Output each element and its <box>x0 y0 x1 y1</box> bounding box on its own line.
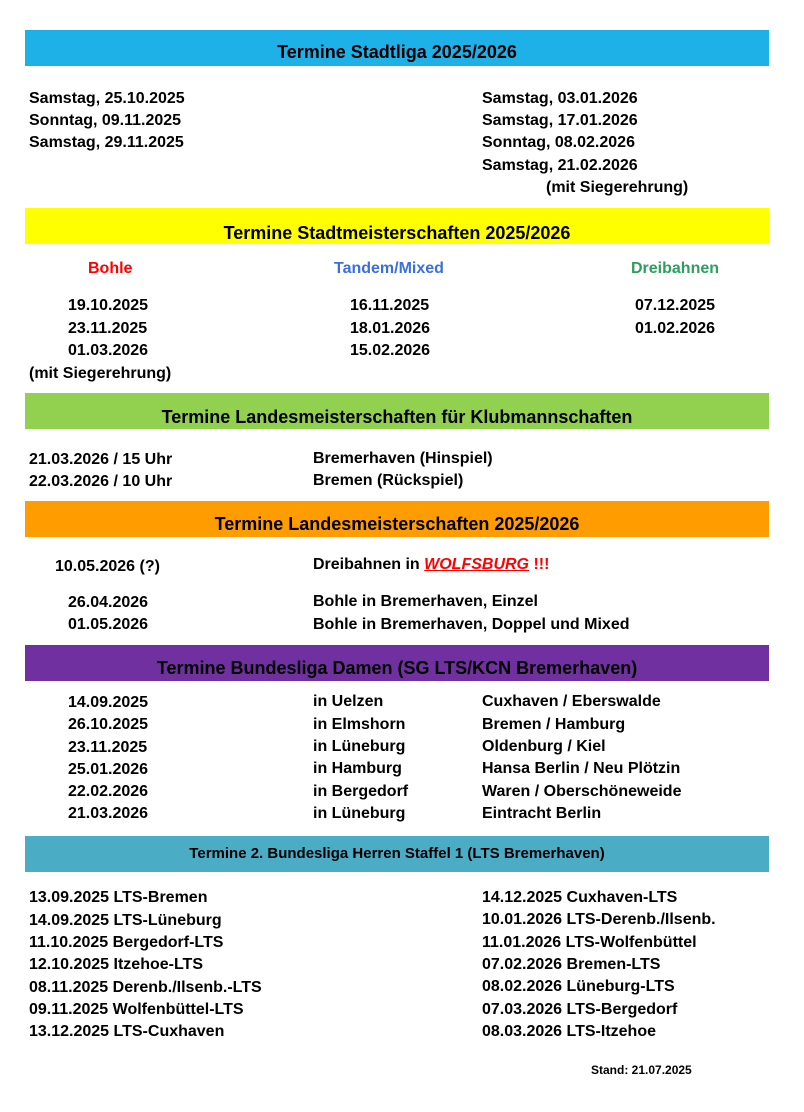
stadtliga-left-0: Samstag, 25.10.2025 <box>29 90 185 107</box>
stadtliga-right-3: Samstag, 21.02.2026 <box>482 157 638 174</box>
bohle-label: Bohle <box>88 260 133 277</box>
damen-teams-3: Hansa Berlin / Neu Plötzin <box>482 760 681 777</box>
bohle-note: (mit Siegerehrung) <box>29 365 172 382</box>
damen-teams-5: Eintracht Berlin <box>482 805 602 822</box>
landes-first-date: 10.05.2026 (?) <box>55 558 160 575</box>
landes-text-1: Bohle in Bremerhaven, Doppel und Mixed <box>313 616 630 633</box>
damen-teams-4: Waren / Oberschöneweide <box>482 783 682 800</box>
landes-text-0: Bohle in Bremerhaven, Einzel <box>313 593 538 610</box>
damen-teams-0: Cuxhaven / Eberswalde <box>482 693 661 710</box>
damen-teams-1: Bremen / Hamburg <box>482 716 626 733</box>
herren-right-4: 08.02.2026 Lüneburg-LTS <box>482 978 675 995</box>
herren-right-2: 11.01.2026 LTS-Wolfenbüttel <box>482 934 697 951</box>
bohle-date-0: 19.10.2025 <box>68 297 149 314</box>
dreibahnen-date-0: 07.12.2025 <box>635 297 716 314</box>
stadtliga-note: (mit Siegerehrung) <box>546 179 689 196</box>
herren-left-4: 08.11.2025 Derenb./Ilsenb.-LTS <box>29 979 262 996</box>
landes-date-1: 01.05.2026 <box>68 616 149 633</box>
stadtliga-header <box>25 30 769 66</box>
damen-place-4: in Bergedorf <box>313 783 409 800</box>
damen-place-0: in Uelzen <box>313 693 384 710</box>
klub-header <box>25 393 769 429</box>
damen-place-3: in Hamburg <box>313 760 402 777</box>
damen-teams-2: Oldenburg / Kiel <box>482 738 606 755</box>
damen-header <box>25 645 769 681</box>
herren-right-0: 14.12.2025 Cuxhaven-LTS <box>482 889 678 906</box>
tandem-date-1: 18.01.2026 <box>350 320 431 337</box>
stand-date: Stand: 21.07.2025 <box>591 1063 692 1077</box>
stadtmeister-header <box>25 208 769 244</box>
damen-date-0: 14.09.2025 <box>68 694 149 711</box>
stadtliga-left-1: Sonntag, 09.11.2025 <box>29 112 182 129</box>
dreibahnen-date-1: 01.02.2026 <box>635 320 716 337</box>
damen-title: Termine Bundesliga Damen (SG LTS/KCN Bremerhaven) <box>156 658 638 678</box>
landes-first-text <box>313 554 549 576</box>
stadtliga-right-2: Sonntag, 08.02.2026 <box>482 134 635 151</box>
klub-date-1: 22.03.2026 / 10 Uhr <box>29 473 173 490</box>
klub-date-0: 21.03.2026 / 15 Uhr <box>29 451 173 468</box>
landes-header <box>25 501 769 537</box>
tandem-date-2: 15.02.2026 <box>350 342 431 359</box>
landes-title: Termine Landesmeisterschaften 2025/2026 <box>214 514 580 534</box>
damen-date-4: 22.02.2026 <box>68 783 149 800</box>
herren-left-1: 14.09.2025 LTS-Lüneburg <box>29 912 222 929</box>
dreibahnen-label: Dreibahnen <box>631 260 720 277</box>
bohle-date-2: 01.03.2026 <box>68 342 149 359</box>
herren-right-3: 07.02.2026 Bremen-LTS <box>482 956 661 973</box>
damen-place-2: in Lüneburg <box>313 738 406 755</box>
stadtliga-title: Termine Stadtliga 2025/2026 <box>277 42 517 62</box>
herren-left-6: 13.12.2025 LTS-Cuxhaven <box>29 1023 225 1040</box>
klub-title: Termine Landesmeisterschaften für Klubmannschaften <box>161 407 633 427</box>
klub-place-0: Bremerhaven (Hinspiel) <box>313 450 493 467</box>
tandem-label: Tandem/Mixed <box>334 260 444 277</box>
wolfsburg-label: WOLFSBURG <box>424 556 529 573</box>
tandem-date-0: 16.11.2025 <box>350 297 430 314</box>
landes-first-suffix: !!! <box>529 556 550 573</box>
herren-right-1: 10.01.2026 LTS-Derenb./Ilsenb. <box>482 911 716 928</box>
landes-first-prefix: Dreibahnen in <box>313 556 425 573</box>
damen-date-2: 23.11.2025 <box>68 739 148 756</box>
herren-right-6: 08.03.2026 LTS-Itzehoe <box>482 1023 656 1040</box>
bohle-date-1: 23.11.2025 <box>68 320 148 337</box>
stadtliga-left-2: Samstag, 29.11.2025 <box>29 134 184 151</box>
damen-place-1: in Elmshorn <box>313 716 406 733</box>
herren-left-5: 09.11.2025 Wolfenbüttel-LTS <box>29 1001 244 1018</box>
damen-date-1: 26.10.2025 <box>68 716 149 733</box>
herren-left-3: 12.10.2025 Itzehoe-LTS <box>29 956 203 973</box>
herren-right-5: 07.03.2026 LTS-Bergedorf <box>482 1001 678 1018</box>
herren-left-0: 13.09.2025 LTS-Bremen <box>29 889 208 906</box>
stadtliga-right-0: Samstag, 03.01.2026 <box>482 90 638 107</box>
damen-date-5: 21.03.2026 <box>68 805 149 822</box>
klub-place-1: Bremen (Rückspiel) <box>313 472 464 489</box>
landes-date-0: 26.04.2026 <box>68 594 149 611</box>
herren-title: Termine 2. Bundesliga Herren Staffel 1 (LTS Bremerhaven) <box>189 845 605 862</box>
damen-place-5: in Lüneburg <box>313 805 406 822</box>
herren-header <box>25 836 769 872</box>
herren-left-2: 11.10.2025 Bergedorf-LTS <box>29 934 224 951</box>
stadtmeister-title: Termine Stadtmeisterschaften 2025/2026 <box>223 223 571 243</box>
damen-date-3: 25.01.2026 <box>68 761 149 778</box>
stadtliga-right-1: Samstag, 17.01.2026 <box>482 112 638 129</box>
